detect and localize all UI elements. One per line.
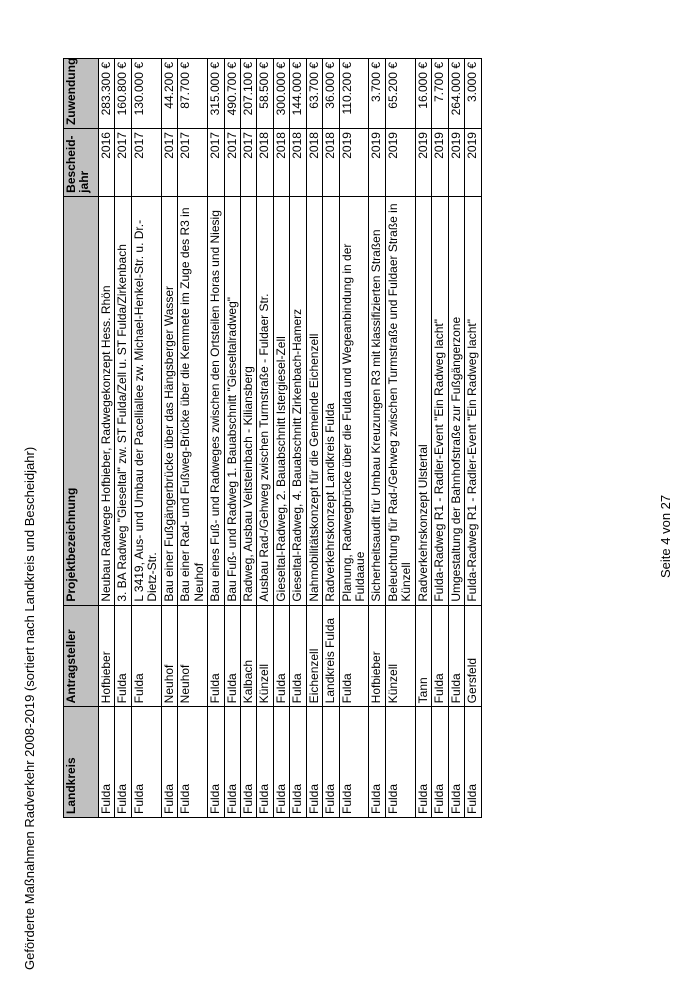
cell-zuwendung: 300.000 €: [273, 59, 289, 129]
funding-table: [63, 58, 482, 818]
cell-zuwendung: 315.000 €: [208, 59, 224, 129]
cell-antragsteller: Fulda: [290, 605, 306, 707]
table-row: [257, 59, 273, 818]
cell-projektbezeichnung: Neubau Radwege Hofbieber, Radwegekonzept Hess. Rhön: [99, 196, 115, 605]
cell-projektbezeichnung: Gieseltal-Radweg, 4. Bauabschnitt Zirkenbach-Hamerz: [290, 196, 306, 605]
cell-antragsteller: Kalbach: [240, 605, 256, 707]
cell-zuwendung: 3.000 €: [465, 59, 481, 129]
cell-landkreis: Fulda: [178, 707, 208, 818]
cell-zuwendung: 160.800 €: [115, 59, 131, 129]
header-zuwendung: Zuwendung: [64, 59, 99, 129]
cell-projektbezeichnung: Beleuchtung für Rad-/Gehweg zwischen Turmstraße und Fuldaer Straße in Künzell: [385, 196, 415, 605]
cell-antragsteller: Landkreis Fulda: [323, 605, 339, 707]
cell-projektbezeichnung: Bau Fuß- und Radweg 1. Bauabschnitt "Gieseltalradweg": [224, 196, 240, 605]
cell-bescheidjahr: 2017: [161, 129, 177, 197]
table-row: [273, 59, 289, 818]
table-row: [432, 59, 448, 818]
cell-projektbezeichnung: L 3419, Aus- und Umbau der Pacelliallee zw. Michael-Henkel-Str. u. Dr.-Dietz-Str.: [131, 196, 161, 605]
cell-zuwendung: 130.000 €: [131, 59, 161, 129]
cell-bescheidjahr: 2016: [99, 129, 115, 197]
cell-antragsteller: Künzell: [385, 605, 415, 707]
table-row: [224, 59, 240, 818]
header-projektbezeichnung: Projektbezeichnung: [64, 196, 99, 605]
cell-landkreis: Fulda: [99, 707, 115, 818]
cell-bescheidjahr: 2018: [306, 129, 322, 197]
cell-zuwendung: 490.700 €: [224, 59, 240, 129]
cell-landkreis: Fulda: [208, 707, 224, 818]
cell-bescheidjahr: 2019: [385, 129, 415, 197]
cell-bescheidjahr: 2019: [415, 129, 431, 197]
cell-zuwendung: 36.000 €: [323, 59, 339, 129]
table-row: [131, 59, 161, 818]
cell-projektbezeichnung: Bau einer Rad- und Fußweg-Brücke über die Kemmete im Zuge des R3 in Neuhof: [178, 196, 208, 605]
cell-bescheidjahr: 2018: [273, 129, 289, 197]
cell-antragsteller: Künzell: [257, 605, 273, 707]
cell-antragsteller: Fulda: [115, 605, 131, 707]
cell-antragsteller: Neuhof: [178, 605, 208, 707]
cell-landkreis: Fulda: [257, 707, 273, 818]
cell-landkreis: Fulda: [369, 707, 385, 818]
table-row: [161, 59, 177, 818]
header-bescheidjahr: Bescheid-jahr: [64, 129, 99, 197]
table-row: [465, 59, 481, 818]
cell-landkreis: Fulda: [273, 707, 289, 818]
cell-antragsteller: Neuhof: [161, 605, 177, 707]
cell-antragsteller: Fulda: [273, 605, 289, 707]
cell-projektbezeichnung: Fulda-Radweg R1 - Radler-Event "Ein Radweg lacht": [465, 196, 481, 605]
cell-antragsteller: Hofbieber: [369, 605, 385, 707]
cell-landkreis: Fulda: [415, 707, 431, 818]
cell-projektbezeichnung: Nahmobilitätskonzept für die Gemeinde Eichenzell: [306, 196, 322, 605]
cell-zuwendung: 65.200 €: [385, 59, 415, 129]
cell-landkreis: Fulda: [323, 707, 339, 818]
table-row: [385, 59, 415, 818]
cell-bescheidjahr: 2017: [208, 129, 224, 197]
cell-bescheidjahr: 2019: [339, 129, 369, 197]
table-row: [178, 59, 208, 818]
cell-bescheidjahr: 2019: [432, 129, 448, 197]
table-row: [290, 59, 306, 818]
cell-projektbezeichnung: Gieseltal-Radweg, 2. Bauabschnitt Istergiesel-Zell: [273, 196, 289, 605]
cell-antragsteller: Gersfeld: [465, 605, 481, 707]
table-row: [306, 59, 322, 818]
table-body: [99, 59, 482, 818]
cell-bescheidjahr: 2018: [290, 129, 306, 197]
cell-antragsteller: Fulda: [224, 605, 240, 707]
cell-bescheidjahr: 2017: [178, 129, 208, 197]
header-antragsteller: Antragsteller: [64, 605, 99, 707]
cell-projektbezeichnung: Umgestaltung der Bahnhofstraße zur Fußgängerzone: [448, 196, 464, 605]
cell-projektbezeichnung: Sicherheitsaudit für Umbau Kreuzungen R3 mit klassifizierten Straßen: [369, 196, 385, 605]
cell-landkreis: Fulda: [131, 707, 161, 818]
cell-bescheidjahr: 2018: [323, 129, 339, 197]
cell-landkreis: Fulda: [306, 707, 322, 818]
cell-bescheidjahr: 2019: [369, 129, 385, 197]
table-row: [208, 59, 224, 818]
cell-antragsteller: Fulda: [339, 605, 369, 707]
cell-antragsteller: Fulda: [448, 605, 464, 707]
table-row: [369, 59, 385, 818]
table-row: [339, 59, 369, 818]
cell-bescheidjahr: 2017: [224, 129, 240, 197]
cell-antragsteller: Tann: [415, 605, 431, 707]
cell-bescheidjahr: 2017: [131, 129, 161, 197]
cell-landkreis: Fulda: [339, 707, 369, 818]
cell-zuwendung: 7.700 €: [432, 59, 448, 129]
cell-zuwendung: 63.700 €: [306, 59, 322, 129]
cell-landkreis: Fulda: [290, 707, 306, 818]
cell-bescheidjahr: 2019: [465, 129, 481, 197]
cell-antragsteller: Eichenzell: [306, 605, 322, 707]
header-row: [64, 59, 99, 818]
cell-zuwendung: 3.700 €: [369, 59, 385, 129]
table-row: [115, 59, 131, 818]
table-row: [99, 59, 115, 818]
cell-projektbezeichnung: Radweg, Ausbau Veitsteinbach - Kiliansberg: [240, 196, 256, 605]
header-landkreis: Landkreis: [64, 707, 99, 818]
cell-landkreis: Fulda: [240, 707, 256, 818]
cell-projektbezeichnung: Radverkehrskonzept Ulstertal: [415, 196, 431, 605]
cell-landkreis: Fulda: [432, 707, 448, 818]
cell-landkreis: Fulda: [465, 707, 481, 818]
cell-landkreis: Fulda: [115, 707, 131, 818]
cell-projektbezeichnung: Ausbau Rad-/Gehweg zwischen Turmstraße - Fuldaer Str.: [257, 196, 273, 605]
cell-bescheidjahr: 2019: [448, 129, 464, 197]
table-row: [448, 59, 464, 818]
table-row: [323, 59, 339, 818]
cell-antragsteller: Hofbieber: [99, 605, 115, 707]
cell-zuwendung: 58.500 €: [257, 59, 273, 129]
table-row: [240, 59, 256, 818]
cell-landkreis: Fulda: [385, 707, 415, 818]
cell-antragsteller: Fulda: [208, 605, 224, 707]
cell-projektbezeichnung: Bau eines Fuß- und Radweges zwischen den Ortsteilen Horas und Niesig: [208, 196, 224, 605]
cell-landkreis: Fulda: [224, 707, 240, 818]
cell-bescheidjahr: 2017: [115, 129, 131, 197]
cell-zuwendung: 283.300 €: [99, 59, 115, 129]
cell-zuwendung: 264.000 €: [448, 59, 464, 129]
cell-zuwendung: 144.000 €: [290, 59, 306, 129]
cell-landkreis: Fulda: [161, 707, 177, 818]
cell-zuwendung: 16.000 €: [415, 59, 431, 129]
cell-zuwendung: 44.200 €: [161, 59, 177, 129]
cell-bescheidjahr: 2017: [240, 129, 256, 197]
cell-antragsteller: Fulda: [131, 605, 161, 707]
cell-zuwendung: 110.200 €: [339, 59, 369, 129]
cell-zuwendung: 87.700 €: [178, 59, 208, 129]
cell-bescheidjahr: 2018: [257, 129, 273, 197]
cell-projektbezeichnung: Fulda-Radweg R1 - Radler-Event "Ein Radweg lacht": [432, 196, 448, 605]
page-number: Seite 4 von 27: [658, 494, 673, 578]
cell-zuwendung: 207.100 €: [240, 59, 256, 129]
cell-projektbezeichnung: 3. BA Radweg "Gieseltal" zw. ST Fulda/Zell u. ST Fulda/Zirkenbach: [115, 196, 131, 605]
cell-landkreis: Fulda: [448, 707, 464, 818]
cell-projektbezeichnung: Radverkehrskonzept Landkreis Fulda: [323, 196, 339, 605]
cell-projektbezeichnung: Planung, Radwegbrücke über die Fulda und Wegeanbindung in der Fuldaaue: [339, 196, 369, 605]
table-row: [415, 59, 431, 818]
cell-antragsteller: Fulda: [432, 605, 448, 707]
page-caption: Geförderte Maßnahmen Radverkehr 2008-2019 (sortiert nach Landkreis und Bescheidjahr): [22, 446, 37, 970]
cell-projektbezeichnung: Bau einer Fußgängerbrücke über das Hängsberger Wasser: [161, 196, 177, 605]
